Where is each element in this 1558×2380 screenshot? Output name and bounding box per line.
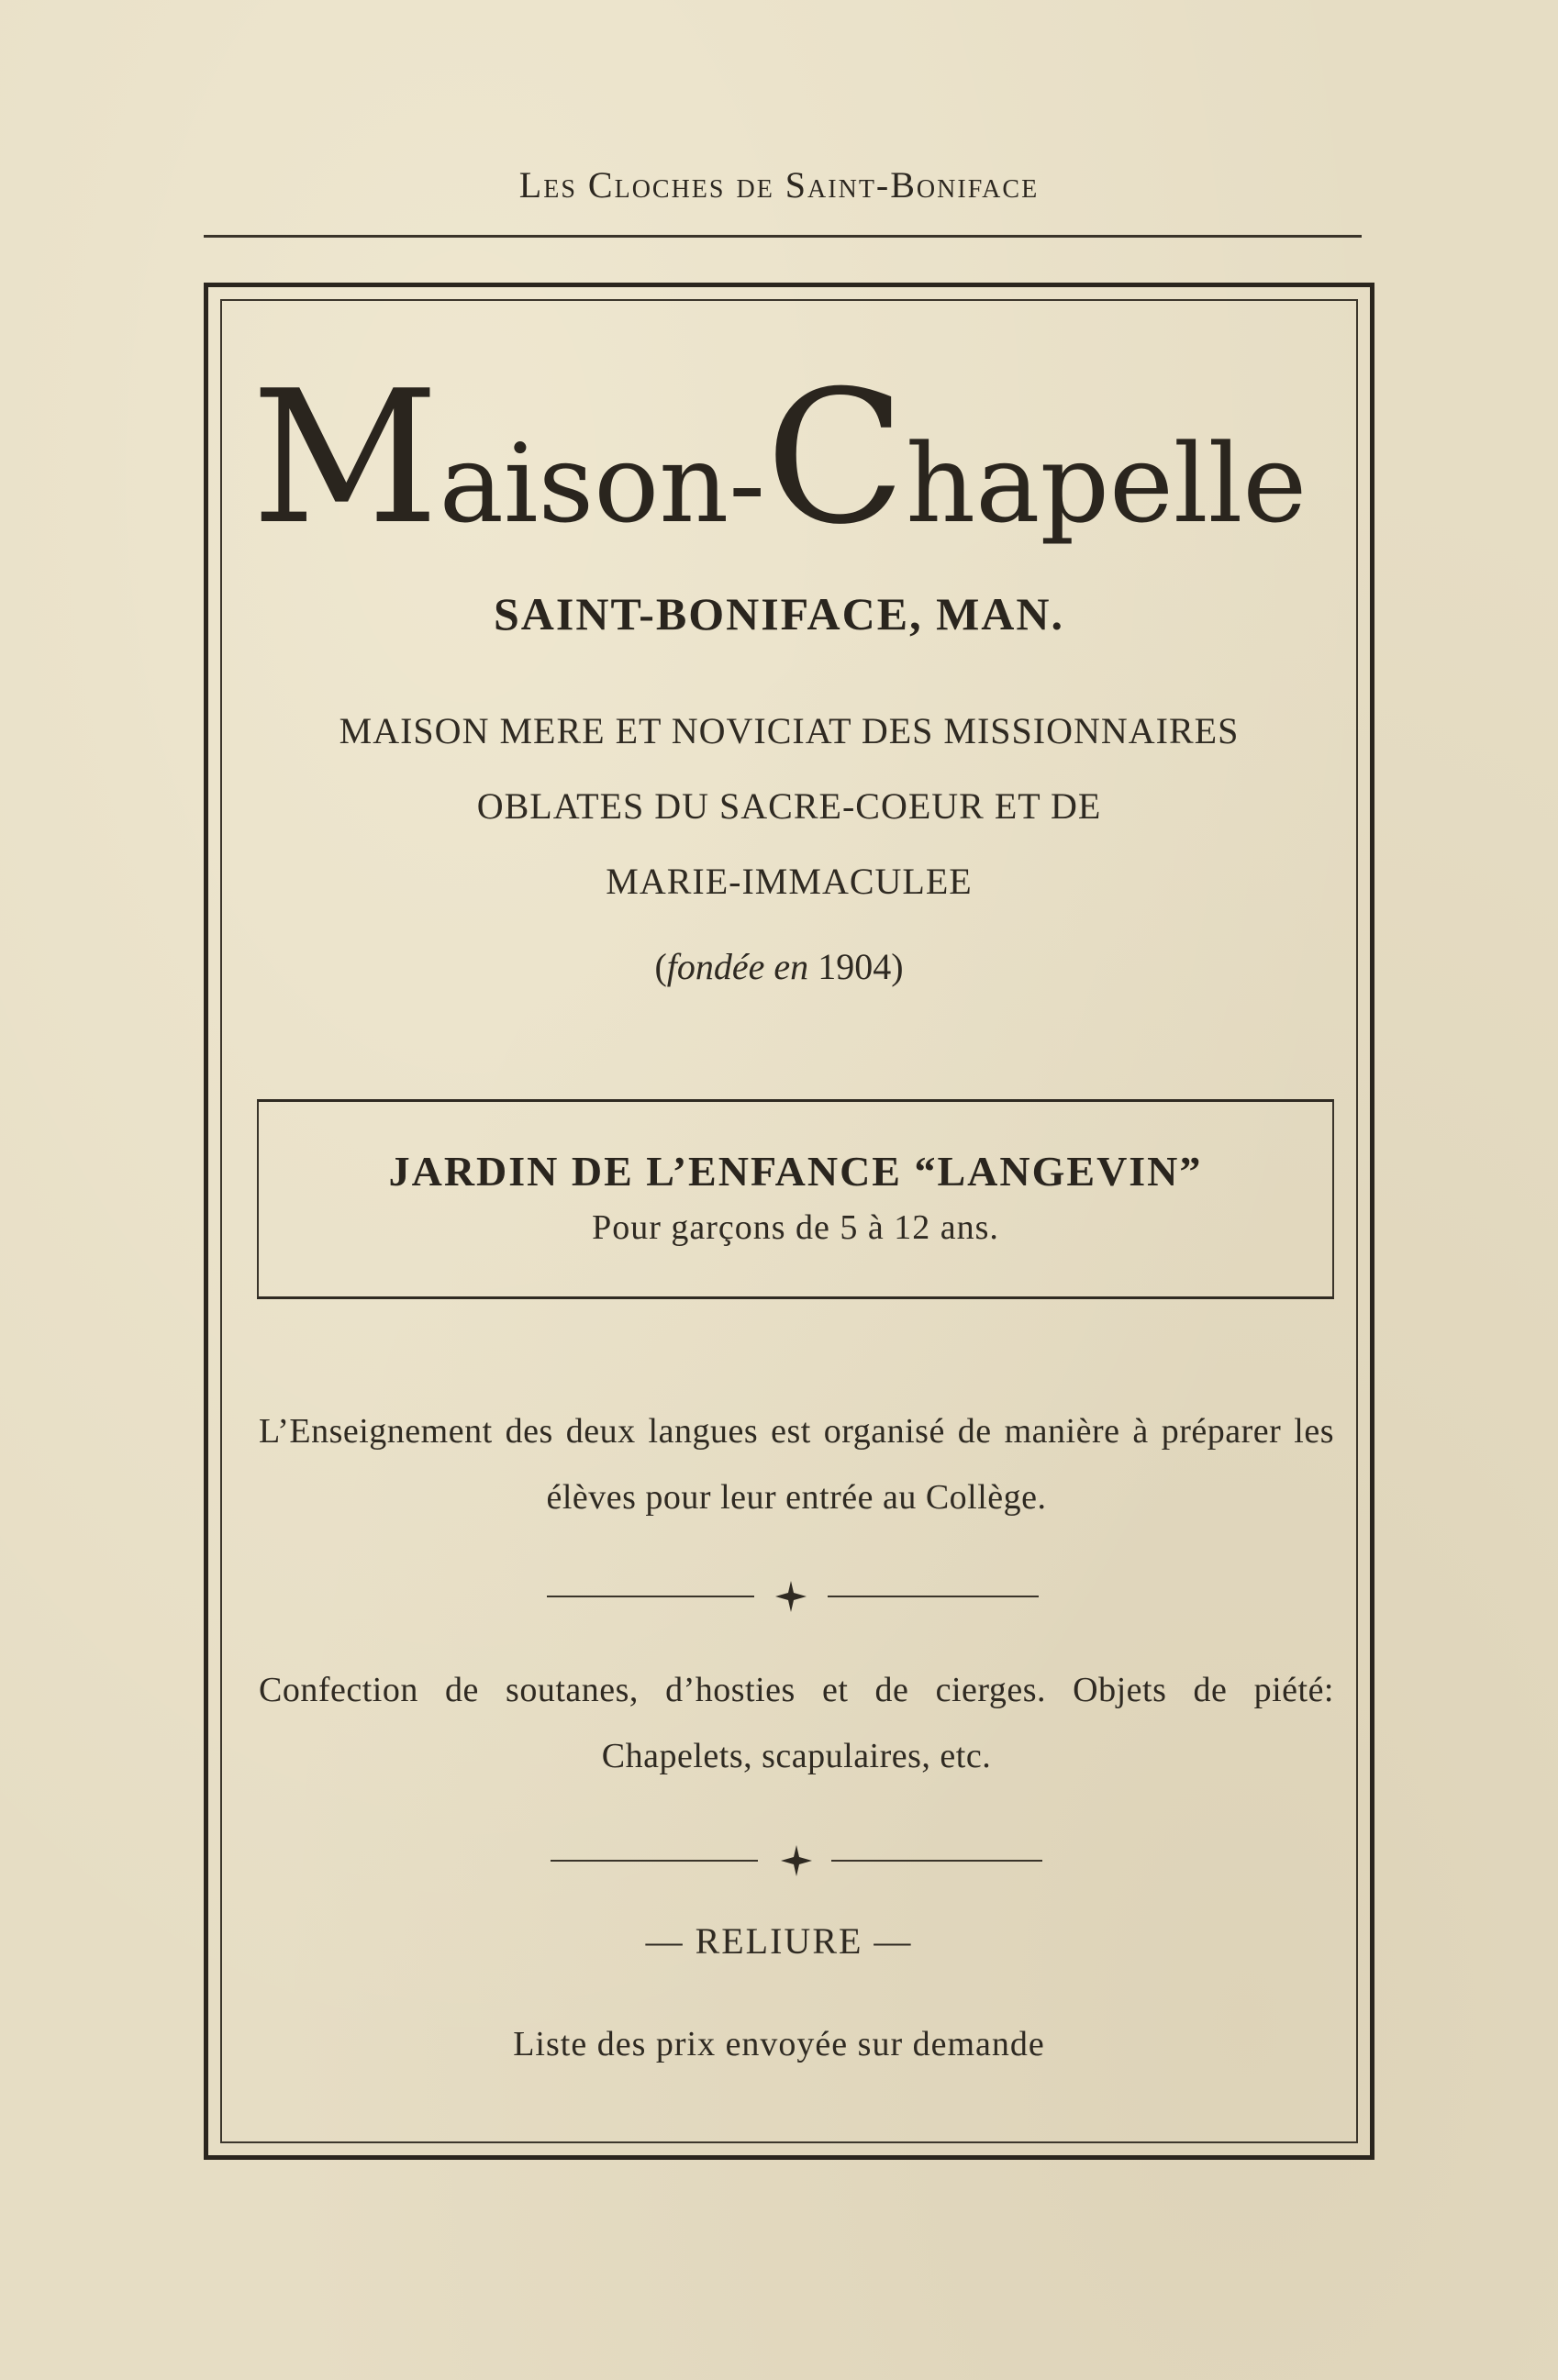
organization-line-1: MAISON MERE ET NOVICIAT DES MISSIONNAIRES	[339, 710, 1240, 751]
divider-line-right	[831, 1860, 1042, 1862]
kindergarten-box	[257, 1099, 1334, 1299]
founded-note	[0, 945, 1558, 988]
kindergarten-title: JARDIN DE L’ENFANCE “LANGEVIN”	[388, 1148, 1203, 1195]
kindergarten-subtitle: Pour garçons de 5 à 12 ans.	[592, 1208, 999, 1247]
running-head: Les Cloches de Saint-Boniface	[518, 164, 1040, 206]
organization-description	[239, 694, 1340, 919]
divider-line-left	[547, 1596, 754, 1597]
advertisement-title	[0, 351, 1558, 565]
title-initial-m: M	[250, 351, 440, 565]
binding-heading: — RELIURE —	[645, 1920, 913, 1962]
organization-line-3: MARIE-IMMACULEE	[606, 861, 973, 902]
founded-en-word: en	[773, 946, 809, 987]
organization-line-2: OBLATES DU SACRE-COEUR ET DE	[476, 785, 1102, 827]
founded-open-paren: (	[654, 946, 667, 987]
title-initial-c: C	[765, 351, 907, 565]
ornamental-divider-2	[551, 1842, 1042, 1879]
teaching-paragraph: L’Enseignement des deux langues est organisé de manière à préparer les élèves pour leur entrée au Collège.	[259, 1412, 1334, 1517]
price-list-note: Liste des prix envoyée sur demande	[513, 2025, 1045, 2063]
title-part-1: aison-	[439, 420, 766, 547]
cross-pattee-icon	[773, 1578, 809, 1615]
title-part-2: hapelle	[906, 420, 1308, 547]
location-subtitle: SAINT-BONIFACE, MAN.	[493, 588, 1064, 639]
divider-line-right	[828, 1596, 1039, 1597]
products-paragraph: Confection de soutanes, d’hosties et de cierges. Objets de piété: Chapelets, scapulaires, etc.	[259, 1671, 1334, 1775]
founded-close-paren: )	[891, 946, 904, 987]
founded-word: fondée	[666, 946, 765, 987]
divider-line-left	[551, 1860, 758, 1862]
cross-pattee-icon	[778, 1842, 815, 1879]
ornamental-divider-1	[547, 1578, 1039, 1615]
header-rule	[204, 235, 1362, 238]
founded-year: 1904	[818, 946, 892, 987]
